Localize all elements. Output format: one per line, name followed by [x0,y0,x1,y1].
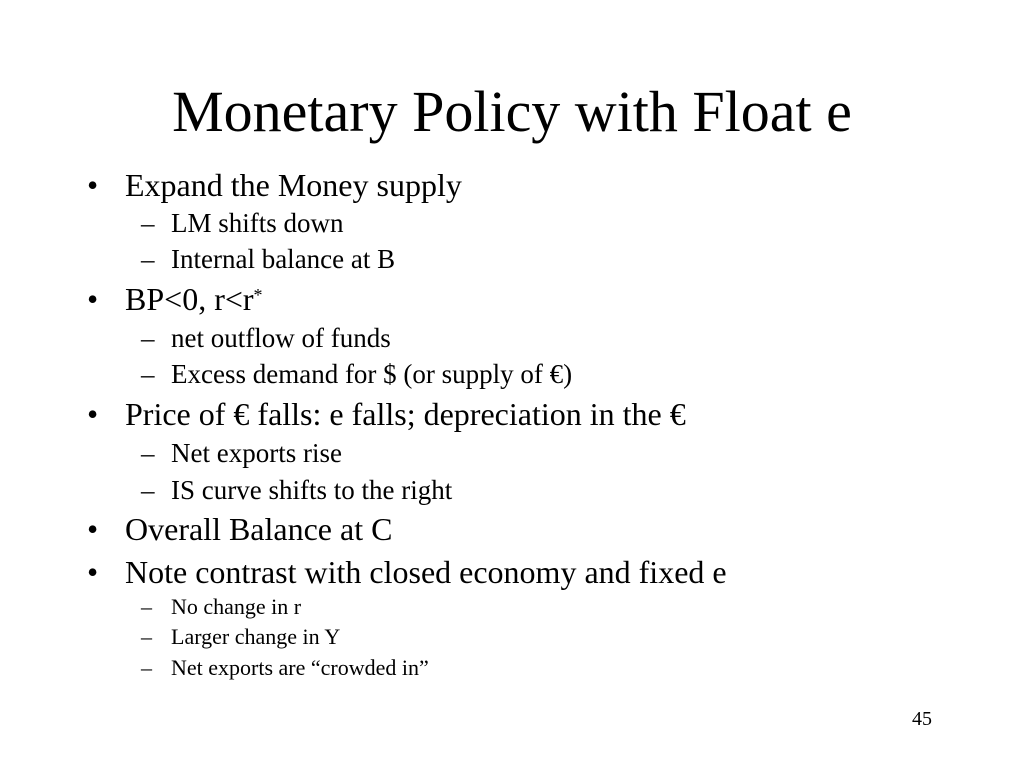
sub-bullet-text: Excess demand for $ (or supply of €) [171,359,573,389]
sub-bullet-text: No change in r [171,594,302,619]
dash-icon: – [141,655,152,680]
bullet-text: Overall Balance at C [125,511,393,547]
sub-bullet-text: LM shifts down [171,208,344,238]
bullet-text: Note contrast with closed economy and fixed e [125,554,727,590]
bullet-icon: • [87,511,99,547]
sub-bullet-text: Net exports are “crowded in” [171,655,429,680]
sub-bullet-text: Larger change in Y [171,624,341,649]
sub-bullet-text: net outflow of funds [171,323,391,353]
page-number: 45 [912,708,932,730]
bullet-icon: • [87,167,99,203]
sub-bullet-text: Net exports rise [171,438,342,468]
bullet-text-with-superscript [125,281,263,317]
slide-title: Monetary Policy with Float e [172,79,852,144]
superscript-star: * [253,285,263,305]
dash-icon: – [141,323,155,353]
dash-icon: – [141,208,155,238]
bullet-icon: • [87,281,99,317]
dash-icon: – [141,594,152,619]
dash-icon: – [141,624,152,649]
bullet-icon: • [87,554,99,590]
dash-icon: – [141,244,155,274]
dash-icon: – [141,359,155,389]
dash-icon: – [141,438,155,468]
bullet-text: Expand the Money supply [125,167,462,203]
bullet-icon: • [87,396,99,432]
sub-bullet-text: Internal balance at B [171,244,396,274]
bullet-text: BP<0, r<r [125,281,254,317]
dash-icon: – [141,475,155,505]
bullet-text: Price of € falls: e falls; depreciation in the € [125,396,686,432]
sub-bullet-text: IS curve shifts to the right [171,475,453,505]
